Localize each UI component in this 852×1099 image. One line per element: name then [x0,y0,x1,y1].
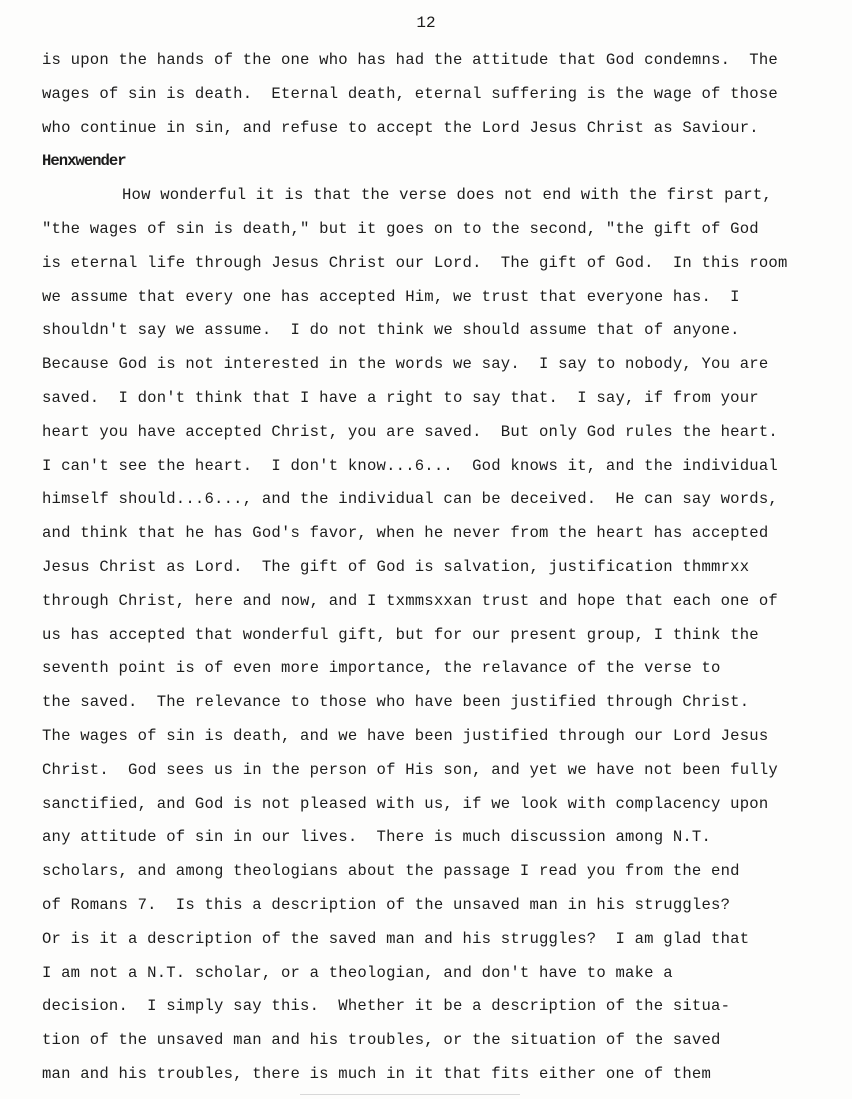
text-line: tion of the unsaved man and his troubles, or the situation of the saved [42,1031,721,1050]
text-line: heart you have accepted Christ, you are saved. But only God rules the heart. [42,422,778,441]
text-line: sanctified, and God is not pleased with us, if we look with complacency upon [42,794,769,813]
text-line: Because God is not interested in the words we say. I say to nobody, You are [42,355,769,374]
body-text [42,44,842,1092]
text-line: seventh point is of even more importance, the relavance of the verse to [42,659,721,678]
text-line: we assume that every one has accepted Him, we trust that everyone has. I [42,287,740,306]
text-line: Or is it a description of the saved man and his struggles? I am glad that [42,929,750,948]
text-line: of Romans 7. Is this a description of the unsaved man in his struggles? [42,895,731,914]
text-line: Christ. God sees us in the person of His son, and yet we have not been fully [42,760,778,779]
text-line: man and his troubles, there is much in it that fits either one of them [42,1064,712,1083]
page-number: 12 [416,14,436,32]
text-line: "the wages of sin is death," but it goes on to the second, "the gift of God [42,219,759,238]
text-line: who continue in sin, and refuse to accept the Lord Jesus Christ as Saviour. [42,118,759,137]
text-line: the saved. The relevance to those who have been justified through Christ. [42,693,750,712]
text-line: decision. I simply say this. Whether it be a description of the situa- [42,997,731,1016]
text-line: through Christ, here and now, and I txmmsxxan trust and hope that each one of [42,591,778,610]
text-line: saved. I don't think that I have a right to say that. I say, if from your [42,388,759,407]
text-line: I can't see the heart. I don't know...6... God knows it, and the individual [42,456,778,475]
paragraph-start-line: How wonderful it is that the verse does not end with the first part, [122,186,772,205]
text-line: is upon the hands of the one who has had the attitude that God condemns. The [42,51,778,69]
text-line: Jesus Christ as Lord. The gift of God is salvation, justification thmmrxx [42,557,750,576]
text-line: any attitude of sin in our lives. There is much discussion among N.T. [42,828,712,847]
text-line: scholars, and among theologians about the passage I read you from the end [42,862,740,881]
text-line: I am not a N.T. scholar, or a theologian, and don't have to make a [42,963,673,982]
struck-out-word: Henxwender [42,152,126,171]
text-line: The wages of sin is death, and we have been justified through our Lord Jesus [42,726,769,745]
text-line: is eternal life through Jesus Christ our Lord. The gift of God. In this room [42,253,788,272]
text-line: shouldn't say we assume. I do not think we should assume that of anyone. [42,321,740,340]
text-line: and think that he has God's favor, when he never from the heart has accepted [42,524,769,543]
text-line: wages of sin is death. Eternal death, eternal suffering is the wage of those [42,84,778,103]
text-line: us has accepted that wonderful gift, but for our present group, I think the [42,625,759,644]
scan-artifact-line [300,1094,520,1095]
text-line: himself should...6..., and the individual can be deceived. He can say words, [42,490,778,509]
